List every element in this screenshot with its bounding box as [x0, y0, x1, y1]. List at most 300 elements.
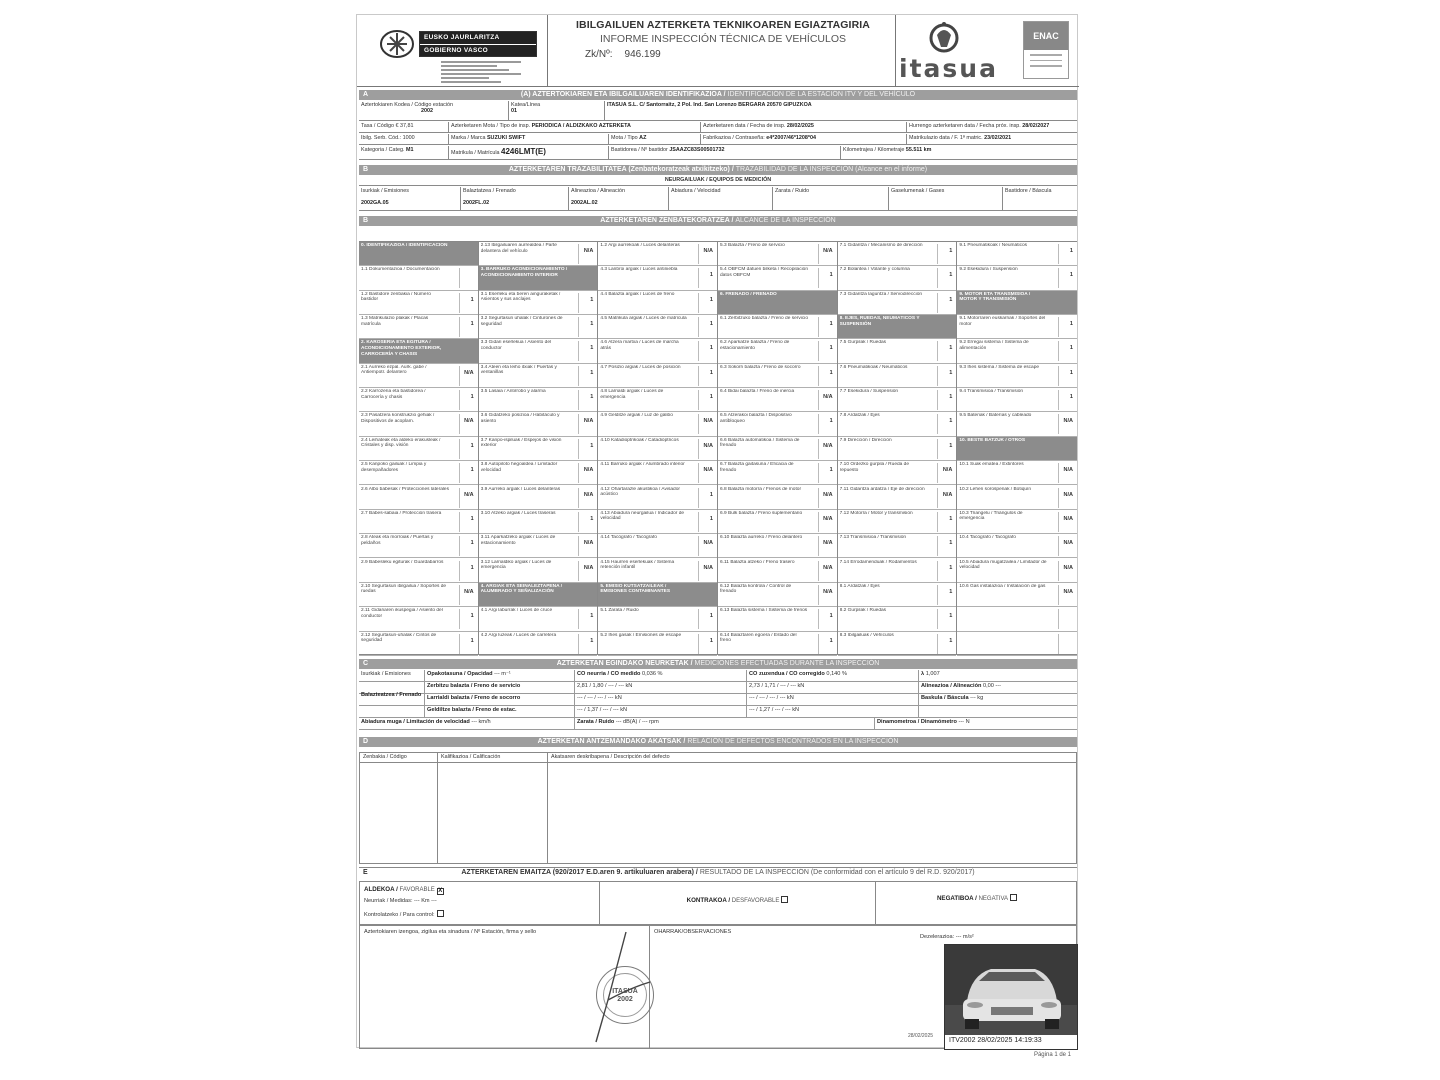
scope-item-result: N/A: [1063, 540, 1073, 547]
scope-item-result: 1: [470, 321, 474, 328]
scope-item-divider: [818, 414, 819, 434]
scope-item-result: N/A: [823, 540, 833, 547]
scope-item-divider: [698, 341, 699, 361]
scope-item-label: 2.13 Ibilgailuaren aurrealdea / Parte delantera del vehículo: [480, 243, 557, 254]
scope-item-result: 1: [949, 345, 953, 352]
equip-col-braking: Balaztatzea / Frenado: [463, 188, 516, 194]
scope-item: [479, 461, 598, 485]
scope-item: [359, 388, 478, 412]
section-a-bar: A (A) AZTERTOKIAREN ETA IBILGAILUAREN IDENTIFIKAZIOA / IDENTIFICACIÓN DE LA ESTACIÓN ITV Y DEL VEHÍCULO: [359, 90, 1077, 100]
scope-item: [957, 607, 1077, 631]
scope-item-divider: [578, 536, 579, 556]
scope-item: [359, 291, 478, 315]
scope-item-result: 1: [949, 394, 953, 401]
dynamometer-label: Dinamometroa / Dinamómetro: [877, 719, 957, 725]
scope-item-result: 1: [1069, 321, 1073, 328]
scope-item-divider: [937, 634, 938, 654]
scope-item: [598, 486, 717, 510]
scope-item: [479, 339, 598, 363]
scope-item: [598, 315, 717, 339]
scope-item-label: 9. MOTOR ETA TRANSMISIOA / MOTOR Y TRANSMISIÓN: [959, 291, 1031, 303]
speed-limit-value: --- km/h: [471, 719, 491, 725]
next-label: Hurrengo azterketaren data / Fecha próx. insp.: [909, 123, 1021, 129]
scope-item: [359, 632, 478, 656]
scope-item: [957, 461, 1077, 485]
type-value: PERIODICA / ALDIZKAKO AZTERKETA: [531, 123, 631, 129]
scope-item-result: 1: [590, 345, 594, 352]
scope-item-divider: [1058, 609, 1059, 629]
category-value: M1: [405, 147, 414, 153]
scope-item-label: 2.2 Karrozeria eta bastidorea / Carrocería y chasis: [361, 389, 426, 400]
scope-item: [838, 339, 957, 363]
scope-item-result: 1: [1069, 345, 1073, 352]
favorable-checkbox: X: [438, 888, 443, 894]
scope-item-label: 1.2 Bastidore zenbakia / Número bastidor: [361, 291, 431, 303]
scope-item-divider: [818, 439, 819, 459]
scope-item-divider: [698, 561, 699, 581]
itasua-logo: [897, 19, 1017, 83]
scope-item-divider: [937, 341, 938, 361]
scope-item-result: 1: [709, 515, 713, 522]
report-header: [357, 15, 1079, 87]
scope-item-label: 6.3 Sokorri balazta / Freno de socorro: [720, 364, 801, 370]
scope-item-label: 6.13 Balazta sistema / Sistema de frenos: [720, 608, 808, 614]
scope-item: [598, 632, 717, 656]
scope-item-divider: [1058, 244, 1059, 264]
scope-item-divider: [1058, 268, 1059, 288]
scope-item-result: 1: [470, 296, 474, 303]
scope-item: [838, 266, 957, 290]
scope-item-result: 1: [709, 272, 713, 279]
scope-item-label: 6.9 Bulk balazta / Freno suplementario: [720, 510, 803, 516]
scope-item: [479, 607, 598, 631]
scope-item-label: 3.10 Atzeko argiak / Luces traseras: [480, 510, 556, 516]
scope-item-label: 5.2 Ihes gasak / Emisiones de escape: [600, 632, 682, 638]
scope-item-divider: [698, 488, 699, 508]
scope-item-label: 9.1 Motorraren euskarriak / Soportes del motor: [959, 316, 1046, 327]
equip-val-braking: 2002FL.02: [463, 200, 490, 207]
scope-item-label: 3.3 Gidari eserlekua / Asiento del conductor: [480, 340, 552, 351]
co-corr-value: 0,140 %: [826, 671, 847, 677]
scope-item-divider: [698, 293, 699, 313]
scope-item-label: 4.8 Larrialdi argiak / Luces de emergencia: [600, 389, 664, 400]
doc-number-value: 946.199: [624, 49, 661, 61]
scope-item: [598, 510, 717, 534]
scope-item-result: 1: [949, 564, 953, 571]
scope-item-label: 10.4 Tacógrafo / Tacógrafo: [959, 535, 1016, 541]
scope-item: [479, 534, 598, 558]
scope-item-label: 3.11 Aparkatzeko argiak / Luces de estacionamiento: [480, 535, 556, 546]
scope-item-label: 3.9 Aurreko argiak / Luces delanteras: [480, 486, 561, 492]
scope-item-label: 4.4 Balazta argiak / Luces de freno: [600, 291, 675, 297]
scope-item-label: 6.8 Balazta motorra / Frenos de motor: [720, 486, 802, 492]
scope-item-result: 1: [949, 613, 953, 620]
scope-item: [838, 412, 957, 436]
scope-item-label: 3.1 Eserleku eta beren ainguraketak / Asientos y sus anclajes: [480, 291, 561, 303]
scope-item-divider: [578, 634, 579, 654]
scope-item-result: N/A: [1063, 564, 1073, 571]
scope-item: [598, 339, 717, 363]
scope-item-divider: [818, 463, 819, 483]
scope-item-label: 7.9 Dirección / Dirección: [839, 437, 892, 443]
gov-line-es: GOBIERNO VASCO: [420, 44, 536, 56]
scope-item-divider: [937, 366, 938, 386]
scope-item-divider: [698, 268, 699, 288]
limit-note: Neurriak / Medidas: --- Km ---: [364, 898, 437, 904]
reg-label: Matrikulazio data / F. 1ª matric.: [909, 135, 983, 141]
scope-item: [718, 437, 837, 461]
scope-item: [957, 510, 1077, 534]
scope-item: [838, 461, 957, 485]
unfavorable-checkbox: [781, 896, 788, 903]
section-c-title: AZTERKETAN EGINDAKO NEURKETAK: [556, 660, 689, 667]
scope-item-label: 2.10 Segurtasun ibilgailua / Soportes de ruedas: [361, 583, 447, 595]
scope-item-label: 4.14 Tacógrafo / Tacógrafo: [600, 535, 657, 541]
scope-item: [957, 486, 1077, 510]
scope-item-divider: [937, 268, 938, 288]
scope-item-label: 4.3 Lanbroi argiak / Luces antiniebla: [600, 267, 678, 273]
scope-item-label: 10.5 Abiadura mugatzailea / Limitador de velocidad: [959, 559, 1047, 571]
scope-item-result: 1: [709, 637, 713, 644]
scope-column: [838, 242, 958, 654]
scope-item: [957, 242, 1077, 266]
scope-item-divider: [698, 317, 699, 337]
plate-value: 4246LMT(E): [501, 147, 546, 156]
scope-item-divider: [818, 488, 819, 508]
scope-item: [957, 632, 1077, 656]
scope-item-label: 6.7 Balazta gaitasuna / Eficacia de frenado: [720, 462, 794, 473]
scope-item-divider: [578, 390, 579, 410]
scope-item: [479, 510, 598, 534]
photo-timestamp: ITV2002 28/02/2025 14:19:33: [945, 1035, 1077, 1049]
equip-col-alignment: Alineazioa / Alineación: [571, 188, 625, 194]
scale-label: Baskula / Báscula: [921, 695, 969, 701]
scope-item-label: 2.1 Aurreko ezpal. Aurk. gabe / Antiempotr. delantero: [361, 364, 427, 376]
result-unfavorable: KONTRAKOA / DESFAVORABLE: [604, 896, 871, 905]
scope-item: [479, 388, 598, 412]
scope-item-result: 1: [470, 540, 474, 547]
scope-item-divider: [578, 561, 579, 581]
scope-item-label: 7.11 Gidaritza ardatza / Eje de dirección: [839, 486, 925, 492]
scope-item: [957, 559, 1077, 583]
scope-item-divider: [937, 244, 938, 264]
scope-item-result: 1: [949, 515, 953, 522]
scope-item-divider: [818, 512, 819, 532]
scope-item-divider: [937, 463, 938, 483]
scope-item-label: 7.3 Gidaritza laguntza / Servodirección: [839, 291, 923, 297]
scope-item-result: 1: [949, 637, 953, 644]
scope-item-label: 3.7 Kanpo-ispiluak / Espejos de visión exterior: [480, 437, 562, 449]
scope-item: [359, 559, 478, 583]
scope-item-divider: [578, 317, 579, 337]
scope-item-label: 6. FRENADO / FRENADO: [720, 291, 777, 297]
scope-item-result: N/A: [1063, 588, 1073, 595]
scope-item: [718, 583, 837, 607]
scope-item-divider: [578, 609, 579, 629]
scope-item-label: 6.5 Atzerakoi balazta / Dispositivo antibloqueo: [720, 413, 792, 425]
equip-col-emissions: Isurkiak / Emisiones: [361, 188, 409, 194]
scope-item: [598, 461, 717, 485]
scope-item: [957, 266, 1077, 290]
scope-item: [359, 461, 478, 485]
scope-item-result: N/A: [823, 564, 833, 571]
scope-item-label: 10.1 Suak ematea / Extintores: [959, 462, 1024, 468]
inspector-signature: [570, 930, 680, 1046]
scope-item-result: 1: [829, 272, 833, 279]
scope-column: [957, 242, 1077, 654]
scope-item-result: N/A: [464, 588, 474, 595]
scope-item: [359, 266, 478, 290]
scope-item-divider: [818, 585, 819, 605]
noise-value: --- dB(A) / --- rpm: [615, 719, 659, 725]
scope-item: [598, 266, 717, 290]
scope-item-result: 1: [590, 637, 594, 644]
title-spanish: INFORME INSPECCIÓN TÉCNICA DE VEHÍCULOS: [599, 33, 846, 46]
print-date: 28/02/2025: [908, 1033, 934, 1039]
equip-col-scale: Bastidore / Báscula: [1005, 188, 1052, 194]
lambda-value: 1,007: [925, 671, 940, 677]
scope-item-label: 7.10 Ordezko gurpila / Rueda de repuesto: [839, 462, 909, 473]
scope-item-result: N/A: [583, 491, 594, 498]
scope-item-label: 3.5 Lasaia / Antirrobo y alarma: [480, 389, 546, 395]
scope-item-divider: [937, 609, 938, 629]
defect-description-header: Akatsaren deskribapena / Descripción del defecto: [548, 753, 1076, 763]
scope-item-divider: [1058, 390, 1059, 410]
scope-item-label: 8.1 Ardatzak / Ejes: [839, 583, 880, 589]
favorable-label-es: FAVORABLE: [399, 887, 435, 893]
scope-item: [479, 437, 598, 461]
enac-label: ENAC: [1024, 22, 1068, 50]
section-d-title: AZTERKETAN ANTZEMANDAKO AKATSAK: [537, 738, 682, 745]
scope-item: [718, 510, 837, 534]
scope-item-result: 1: [829, 637, 833, 644]
scope-item: [957, 412, 1077, 436]
section-d-title-es: RELACIÓN DE DEFECTOS ENCONTRADOS EN LA INSPECCIÓN: [687, 738, 899, 745]
scope-column: [598, 242, 718, 654]
scope-item: [718, 559, 837, 583]
scope-item: [598, 291, 717, 315]
scope-item-result: 1: [470, 394, 474, 401]
scope-item-result: N/A: [703, 540, 713, 547]
plate-label: Matrikula / Matrícula: [451, 150, 500, 156]
service-brake-front: 2,81 / 1,80 / --- / --- kN: [575, 682, 747, 694]
next-value: 28/02/2027: [1022, 123, 1050, 129]
scope-item-result: N/A: [583, 467, 594, 474]
scope-item-result: N/A: [823, 394, 833, 401]
scope-item-label: 2.3 Pasatzera konstrukzio gehiak / Dispositivos de acoplam.: [361, 413, 435, 425]
negative-label-es: NEGATIVA: [978, 896, 1009, 902]
scope-item-divider: [578, 488, 579, 508]
title-basque: IBILGAILUEN AZTERKETA TEKNIKOAREN EGIAZTAGIRIA: [576, 19, 870, 31]
ident-row-3: Ibilg. Serb. Cód.: 1000 Marka / Marca SUZUKI SWIFT Mota / Tipo AZ Fabrikazioa / Contraseña: e4*2007/46*1208*04 Matrikulazio data / F. 1ª matric. 23/02/2021: [359, 134, 1077, 145]
scope-item-label: 3. BARRUKO ACONDICIONAMIENTO / ACONDICIONAMIENTO INTERIOR: [480, 267, 568, 278]
scope-item: [359, 315, 478, 339]
line-label: Katea/Línea: [511, 102, 541, 108]
scope-item-result: 1: [1069, 369, 1073, 376]
section-d-bar: D AZTERKETAN ANTZEMANDAKO AKATSAK / RELACIÓN DE DEFECTOS ENCONTRADOS EN LA INSPECCIÓN: [359, 737, 1077, 747]
scope-item-label: 4. ARGIAK ETA SEINALEZTAPENA / ALUMBRADO Y SEÑALIZACIÓN: [480, 583, 563, 595]
scope-item-divider: [459, 561, 460, 581]
scope-item-label: 6.1 Zerbitzuko balazta / Freno de servicio: [720, 316, 808, 322]
section-b-title-es: TRAZABILIDAD DE LA INSPECCIÓN (Alcance en el informe): [735, 166, 928, 173]
scope-item-result: 1: [709, 613, 713, 620]
scope-group-heading: [359, 339, 478, 363]
scope-item-result: N/A: [1063, 467, 1073, 474]
scope-item: [838, 437, 957, 461]
scope-item-divider: [578, 439, 579, 459]
scope-item-label: 4.15 Haurren eserlekuak / Sistema retención infantil: [600, 559, 675, 571]
scope-item-divider: [937, 561, 938, 581]
scope-item-label: 3.4 Ateen eta leiho itxiak / Puertas y ventanillas: [480, 364, 557, 376]
scope-item-label: 4.2 Argi luzeak / Luces de carretera: [480, 632, 557, 638]
scope-item-divider: [698, 512, 699, 532]
scope-item-label: 5. EMISIO KUTSATZAILEAK / EMISIONES CONTAMINANTES: [600, 583, 671, 595]
braking-label: Balazteatzea / Frenado: [361, 692, 422, 698]
scope-item-divider: [818, 536, 819, 556]
scope-item-result: 1: [470, 637, 474, 644]
scope-item-result: N/A: [823, 442, 833, 449]
inspection-result: [359, 881, 1077, 925]
scope-item: [718, 534, 837, 558]
scope-item: [598, 559, 717, 583]
scope-item-label: 9.5 Bateriak / Baterías y cableado: [959, 413, 1032, 419]
scope-item-label: 7.7 Esekidura / Suspensión: [839, 389, 899, 395]
scope-item-divider: [1058, 561, 1059, 581]
scope-item-divider: [818, 244, 819, 264]
scope-item-label: 4.11 Barruko argiak / Alumbrado interior: [600, 462, 685, 468]
scope-item-result: N/A: [464, 418, 474, 425]
km-value: 55.511 km: [905, 147, 932, 153]
scope-item-label: 7.13 Transmisioa / Transmisión: [839, 535, 907, 541]
scope-item-result: 1: [590, 296, 594, 303]
scope-item-divider: [698, 609, 699, 629]
section-e-letter: E: [363, 869, 368, 876]
scope-item-label: 9.4 Transmisioa / Transmisión: [959, 389, 1024, 395]
km-label: Kilometrajea / Kilometraje: [843, 147, 905, 153]
date-value: 28/02/2025: [786, 123, 814, 129]
scope-item-divider: [818, 366, 819, 386]
scope-item: [598, 534, 717, 558]
scope-item-result: 1: [590, 442, 594, 449]
scope-item-result: N/A: [583, 418, 594, 425]
scope-item-result: N/A: [823, 515, 833, 522]
scope-item-result: N/A: [703, 442, 713, 449]
scope-item-result: N/A: [703, 418, 713, 425]
scope-item: [838, 486, 957, 510]
scope-item-divider: [698, 536, 699, 556]
favorable-label: ALDEKOA: [364, 886, 395, 893]
type-label: Azterketaren Mota / Tipo de insp.: [451, 123, 531, 129]
scope-item-label: 5.3 Balazta / Freno de servicio: [720, 243, 785, 248]
scope-item-label: 2.9 Babesleku egiturak / Guardabarros: [361, 559, 444, 565]
scope-item-result: N/A: [942, 467, 953, 474]
scope-item: [359, 364, 478, 388]
co-corr-label: CO zuzendua / CO corregido: [749, 671, 825, 677]
speed-limit-label: Abiadura muga / Limitación de velocidad: [361, 719, 470, 725]
parking-brake-label: Geldiltze balazta / Freno de estac.: [427, 707, 517, 713]
unfavorable-label: KONTRAKOA: [686, 897, 727, 904]
scope-item-result: 1: [1069, 394, 1073, 401]
report-title-block: [553, 19, 893, 61]
scope-item-label: 3.2 Segurtasun uhalak / Cinturones de seguridad: [480, 316, 563, 327]
negative-checkbox: [1010, 894, 1017, 901]
scope-item: [598, 364, 717, 388]
equip-col-gases: Gaselumenak / Gases: [891, 188, 945, 194]
section-b2-letter: B: [363, 217, 369, 224]
ident-row-2: Tasa / Código € 37,81 Azterketaren Mota / Tipo de insp. PERIODICA / ALDIZKAKO AZTERKETA Azterketaren data / Fecha de insp. 28/02/2025 Hurrengo azterketaren data / Fecha próx. insp. 28/02/2027: [359, 122, 1077, 133]
scope-item-divider: [818, 609, 819, 629]
scope-item-result: 1: [470, 442, 474, 449]
service-brake-rear: 2,73 / 1,71 / --- / --- kN: [747, 682, 919, 694]
scope-item-label: [959, 608, 1047, 630]
scope-item-result: 1: [709, 296, 713, 303]
scope-item-result: N/A: [703, 564, 713, 571]
ident-row-1: [359, 101, 1077, 121]
scope-item-label: 4.9 Gelditze argiak / Luz de gálibo: [600, 413, 673, 419]
scope-item-divider: [459, 609, 460, 629]
government-name-box: [419, 31, 537, 57]
signature-label: Aztertokiaren izengoa, zigilua eta sinadura / Nº Estación, firma y sello: [364, 929, 537, 935]
itasua-wordmark: itasua: [899, 54, 998, 83]
scope-item: [838, 534, 957, 558]
scope-item-divider: [937, 585, 938, 605]
scope-item-divider: [818, 390, 819, 410]
inspection-report-sheet: EUSKO JAURLARITZA GOBIERNO VASCO IBILGAILUEN AZTERKETA TEKNIKOAREN EGIAZTAGIRIA INFORME INSPECCIÓN TÉCNICA DE VEHÍCULOS Zk/Nº: 946.199 itasua ENAC A (A) AZTERTOKIAREN ETA IBILGAILUAREN IDENTIFIKAZIOA / IDENTIFICACIÓN DE LA ESTACIÓN ITV Y DEL VEHÍCULO Aztertokiaren Kodea / Código estación 2002 Katea/Línea 01 ITASUA S.L. C/ Santorraitz, 2 Pol. Ind. San Lorenzo BERGARA 20570 GIPUZKOA Tasa / Código € 37,81 Azterketaren Mota / Tipo de insp. PERIODICA / ALDIZKAKO AZTERKETA Azterketaren data / Fecha de insp. 28/02/2025 Hurrengo azterketaren data / Fecha próx. insp. 28/02/2027 Ibilg. Serb. Cód.: 1000 Marka / Marca SUZUKI SWIFT Mota / Tipo AZ Fabrikazioa / Contraseña: e4*2007/46*1208*04 Matrikulazio data / F. 1ª matric. 23/02/2021 Kategoria / Categ. M1 Matrikula / Matrícula 4246LMT(E) Bastidorea / Nº bastidor JSAAZC83S00501732 Kilometrajea / Kilometraje 55.511 km B AZTERKETAREN TRAZABILITATEA (Zenbatekoratzeak atxikitzeko) / TRAZABILIDAD DE LA INSPECCIÓN (Alcance en el informe) NEURGAILUAK / EQUIPOS DE MEDICIÓN Isurkiak / Emisiones 2002GA.05 Balaztatzea / Frenado 2002FL.02 Alineazioa / Alineación 2002AL.02 Abiadura / Velocidad Zarata / Ruido Gaselumenak / Gases Bastidore / Báscula B AZTERKETAREN ZENBATEKORATZEA / ALCANCE DE LA INSPECCIÓN 0. IDENTIFIKAZIOA / IDENTIFICACIÓN 1.1 Dokumentazioa / Documentación 1.2 Bastidore zenbakia / Número bastidor 1 1.3 Matrikulazio plakak / Placas matrícula 1 2. KAROSERIA ETA EGITURA / ACONDICIONAMIENTO EXTERIOR, CARROCERÍA Y CHASIS 2.1 Aurreko ezpal. Aurk. gabe / Antiempotr. delantero N/A 2.2 Karrozeria eta bastidorea / Carrocería y chasis 1 2.3 Pasatzera konstrukzio gehiak / Dispositivos de acoplam. N/A 2.4 Leihateak eta aldeko erakusleak / Cristales y disp. visión 1 2.5 Kanpoko gailuak / Limpia y desempañadores 1 2.6 Albo babesak / Protecciones laterales N/A 2.7 Babes-sabaia / Protección trasera 1 2.8 Ateak eta morroiak / Puertas y peldaños 1 2.9 Babesleku egiturak / Guardabarros 1 2.10 Segurtasun ibilgailua / Soportes de ruedas N/A 2.11 Gidariaren ikuspegia / Asiento del conductor 1 2.12 Segurtasun-uhalak / Cintos de seguridad 1 2.13 Ibilgailuaren aurrealdea / Parte delantera del vehículo N/A 3. BARRUKO ACONDICIONAMIENTO / ACONDICIONAMIENTO INTERIOR 3.1 Eserleku eta beren ainguraketak / Asientos y sus anclajes 1 3.2 Segurtasun uhalak / Cinturones de seguridad 1 3.3 Gidari eserlekua / Asiento del conductor 1 3.4 Ateen eta leiho itxiak / Puertas y ventanillas 1 3.5 Lasaia / Antirrobo y alarma 1 3.6 Gidatzeko posizioa / Hábitáculo y asiento N/A 3.7 Kanpo-ispiluak / Espejos de visión exterior 1 3.8 Autopiloto hegoaldea / Limitador velocidad N/A 3.9 Aurreko argiak / Luces delanteras N/A 3.10 Atzeko argiak / Luces traseras 1 3.11 Aparkatzeko argiak / Luces de estacionamiento N/A 3.12 Larrialdiko argiak / Luces de emergencia N/A 4. ARGIAK ETA SEINALEZTAPENA / ALUMBRADO Y SEÑALIZACIÓN 4.1 Argi laburrak / Luces de cruce 1 4.2 Argi luzeak / Luces de carretera 1 1.2 Argi aurrekoak / Luces delanteras N/A 4.3 Lanbroi argiak / Luces antiniebla 1 4.4 Balazta argiak / Luces de freno 1 4.5 Matrikula argiak / Luces de matrícula 1 4.6 Atzera martxa / Luces de marcha atrás 1 4.7 Posizio argiak / Luces de posición 1 4.8 Larrialdi argiak / Luces de emergencia 1 4.9 Gelditze argiak / Luz de gálibo N/A 4.10 Katadioptrikoak / Catadióptricos N/A 4.11 Barruko argiak / Alumbrado interior N/A 4.12 Ohartarazle akustikoa / Avisador acústico 1 4.13 Abiadura neurgailua / Indicador de velocidad 1 4.14 Tacógrafo / Tacógrafo N/A 4.15 Haurren eserlekuak / Sistema retención infantil N/A 5. EMISIO KUTSATZAILEAK / EMISIONES CONTAMINANTES 5.1 Zarata / Ruido 1 5.2 Ihes gasak / Emisiones de escape 1 5.3 Balazta / Freno de servicio N/A 5.4 OBFCM datuen bilketa / Recopilación datos OBFCM 1 6. FRENADO / FRENADO 6.1 Zerbitzuko balazta / Freno de servicio 1 6.2 Aparkatze balazta / Freno de estacionamiento 1 6.3 Sokorri balazta / Freno de socorro 1 6.4 Bidai balazta / Freno de inercia N/A 6.5 Atzerakoi balazta / Dispositivo antibloqueo 1 6.6 Balazta automatikoa / Sistema de frenado N/A 6.7 Balazta gaitasuna / Eficacia de frenado 1 6.8 Balazta motorra / Frenos de motor N/A 6.9 Bulk balazta / Freno suplementario N/A 6.10 Balazta aurreko / Freno delantero N/A 6.11 Balazta atzeko / Freno trasero N/A 6.12 Balazta kontrola / Control de frenado N/A 6.13 Balazta sistema / Sistema de frenos 1 6.14 Balaztaren egoera / Estado del freno 1 7.1 Gidaritza / Mecanismo de dirección 1 7.2 Bolantea / Volante y columna 1 7.3 Gidaritza laguntza / Servodirección 1 8. EJES, RUEDAS, NEUMÁTICOS Y SUSPENSIÓN 7.5 Gurpilak / Ruedas 1 7.6 Pneumatikoak / Neumáticos 1 7.7 Esekidura / Suspensión 1 7.8 Ardatzak / Ejes 1 7.9 Dirección / Dirección 1 7.10 Ordezko gurpila / Rueda de repuesto N/A 7.11 Gidaritza ardatza / Eje de dirección N/A 7.12 Motorra / Motor y transmisión 1 7.13 Transmisioa / Transmisión 1 7.14 Errodamenduak / Rodamientos 1 8.1 Ardatzak / Ejes 1 8.2 Gurpilak / Ruedas 1 8.3 Ibilgailuak / Vehículos 1 9.1 Pneumatikoak / Neumáticos 1 9.2 Esekidura / Suspensión 1 9. MOTOR ETA TRANSMISIOA / MOTOR Y TRANSMISIÓN 9.1 Motorraren euskarriak / Soportes del motor 1 9.2 Erregai sistema / Sistema de alimentación 1 9.3 Ihes sistema / Sistema de escape 1 9.4 Transmisioa / Transmisión 1 9.5 Bateriak / Baterías y cableado N/A 10. BESTE BATZUK / OTROS 10.1 Suak ematea / Extintores N/A 10.2 Lehen sorospenak / Botiquín N/A 10.3 Triangelu / Triángulos de emergencia N/A 10.4 Tacógrafo / Tacógrafo N/A 10.5 Abiadura mugatzailea / Limitador de velocidad N/A 10.6 Gas instalazioa / Instalación de gas N/A C AZTERKETAN EGINDAKO NEURKETAK / MEDICIONES EFECTUADAS DURANTE LA INSPECCIÓN Isurkiak / Emisiones Opakotasuna / Opacidad --- m⁻¹ CO neurria / CO medido 0,036 % CO zuzendua / CO corregido 0,140 % λ 1,007 Balazteatzea / Frenado Zerbitzu balazta / Freno de servicio 2,81 / 1,80 / --- / --- kN 2,73 / 1,71 / --- / --- kN Alineazioa / Alineación 0,00 --- Larrialdi balazta / Freno de socorro --- / --- / --- / --- kN --- / --- / --- / --- kN Baskula / Báscula --- kg Geldiltze balazta / Freno de estac. --- / 1,37 / --- / --- kN --- / 1,27 / --- / --- kN Abiadura muga / Limitación de velocidad --- km/h Zarata / Ruido --- dB(A) / --- rpm Dinamometroa / Dinamómetro --- N D AZTERKETAN ANTZEMANDAKO AKATSAK / RELACIÓN DE DEFECTOS ENCONTRADOS EN LA INSPECCIÓN Zenbakia / Código Kalifikazioa / Calificación Akatsaren deskribapena / Descripción del defecto E AZTERKETAREN EMAITZA (920/2017 E.D.aren 9. artikuluaren arabera) / RESULTADO DE LA INSPECCIÓN (De conformidad con el artículo 9 del R.D. 920/2017) ALDEKOA / FAVORABLE X Neurriak / Medidas: --- Km --- Kontrolatzeko / Para control: KONTRAKOA / DESFAVORABLE NEGATIBOA / NEGATIVA Aztertokiaren izengoa, zigilua eta sinadura / Nº Estación, firma y sello OHARRAK/OBSERVACIONES ITASUA 2002 Dezelerazioa: --- m/s² ITV2002 28/02/2025 14:19:33 28/02/2025 Página 1 de 1: [356, 14, 1078, 1048]
scope-item-result: 1: [709, 321, 713, 328]
scope-group-heading: [718, 291, 837, 315]
vin-label: Bastidorea / Nº bastidor: [611, 147, 668, 153]
vin-value: JSAAZC83S00501732: [669, 147, 725, 153]
scope-item-result: 1: [590, 369, 594, 376]
opacity-label: Opakotasuna / Opacidad: [427, 671, 493, 677]
section-b2-title-es: ALCANCE DE LA INSPECCIÓN: [735, 217, 836, 224]
model-value: AZ: [639, 135, 647, 141]
scope-item-result: N/A: [703, 467, 713, 474]
scope-item-label: 2.5 Kanpoko gailuak / Limpia y desempañadores: [361, 462, 427, 473]
scope-item-divider: [698, 439, 699, 459]
scope-item-result: N/A: [583, 540, 594, 547]
unfavorable-label-es: DESFAVORABLE: [731, 898, 780, 904]
scope-item: [838, 632, 957, 656]
scope-item: [359, 534, 478, 558]
scope-item-divider: [937, 390, 938, 410]
scope-item-label: 4.13 Abiadura neurgailua / Indicador de velocidad: [600, 510, 685, 522]
scope-item-divider: [818, 341, 819, 361]
scope-item-divider: [459, 463, 460, 483]
result-negative: NEGATIBOA / NEGATIVA: [880, 894, 1074, 903]
scope-item-label: 4.12 Ohartarazle akustikoa / Avisador acústico: [600, 486, 680, 498]
scope-group-heading: [479, 583, 598, 607]
scope-item-label: 6.4 Bidai balazta / Freno de inercia: [720, 389, 795, 395]
equip-col-speed: Abiadura / Velocidad: [671, 188, 721, 194]
brand-label: Marka / Marca: [451, 135, 486, 141]
scope-item-label: 7.8 Ardatzak / Ejes: [839, 413, 880, 419]
co-value: 0,036 %: [641, 671, 663, 677]
scope-item-result: 1: [709, 369, 713, 376]
defect-code-header: Zenbakia / Código: [360, 753, 437, 763]
scope-item-label: 5.4 OBFCM datuen bilketa / Recopilación datos OBFCM: [720, 267, 808, 278]
scope-item-label: 8. EJES, RUEDAS, NEUMÁTICOS Y SUSPENSIÓN: [839, 316, 920, 327]
parking-brake-front: --- / 1,37 / --- / --- kN: [575, 706, 747, 718]
deceleration-value: --- m/s²: [955, 934, 974, 940]
alignment-label: Alineazioa / Alineación: [921, 683, 982, 689]
deceleration-readout: [920, 934, 974, 940]
line-value: 01: [511, 108, 517, 115]
equip-val-emissions: 2002GA.05: [361, 200, 389, 207]
scope-item: [479, 242, 598, 266]
scope-item-label: 1.1 Dokumentazioa / Documentación: [361, 267, 440, 273]
scope-item-label: 1.3 Matrikulazio plakak / Placas matrícula: [361, 316, 429, 327]
